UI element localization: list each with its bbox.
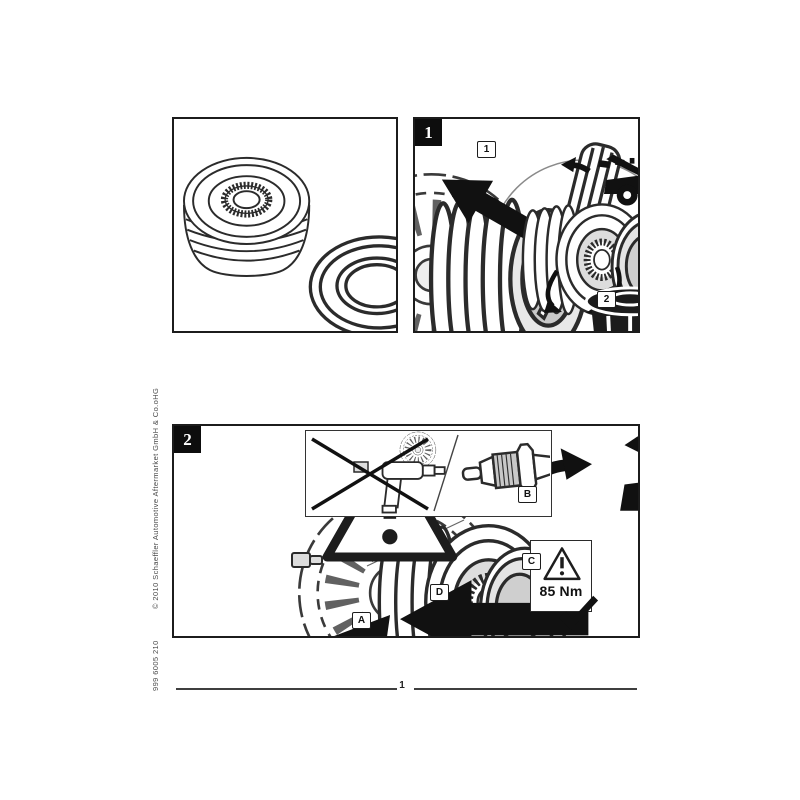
footer-rule-right (414, 688, 637, 690)
panel-step2-installation (172, 424, 640, 638)
pulley-and-cap-drawing (174, 119, 396, 331)
page-number: 1 (399, 680, 405, 691)
inset-tool-instruction (305, 430, 552, 517)
step2-number-badge: 2 (174, 426, 201, 453)
callout-cap: D (430, 584, 449, 601)
callout-torque: C (522, 553, 541, 570)
footer-rule-left (176, 688, 397, 690)
callout-discard: 2 (597, 291, 616, 308)
callout-special-tool: B (518, 486, 537, 503)
torque-spec-box (527, 540, 592, 612)
callout-mount-pulley: A (352, 612, 371, 629)
panel-step1-removal (413, 117, 640, 333)
torque-value: 85 Nm (539, 583, 583, 599)
alternator-shaft-drawing (292, 553, 322, 567)
step1-number-badge: 1 (415, 119, 442, 146)
doc-code-vertical-text: 999 6005 210 (151, 640, 160, 691)
warning-triangle-icon (542, 546, 582, 582)
alternator-pulley-drawing (184, 158, 309, 276)
callout-remove-cap: 1 (477, 141, 496, 158)
protective-cap-drawing (310, 237, 396, 331)
copyright-vertical-text: © 2010 Schaeffler Automotive Aftermarket GmbH & Co.oHG (151, 387, 160, 609)
inset-drawing (306, 431, 550, 515)
panel-parts-overview (172, 117, 398, 333)
checkmark-icon (557, 595, 599, 631)
